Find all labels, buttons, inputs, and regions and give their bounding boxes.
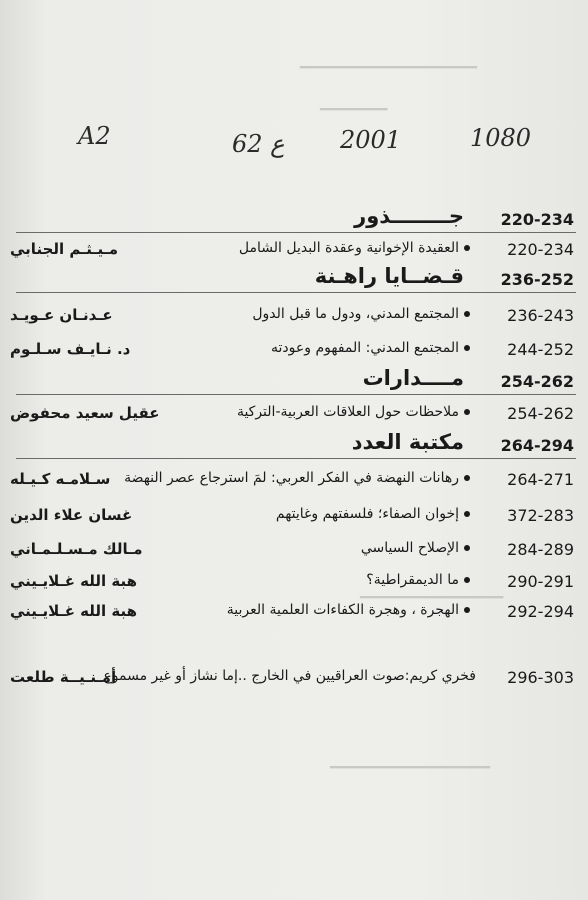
bullet-icon bbox=[464, 577, 470, 583]
entry-author: هبة الله غـلايـيني bbox=[10, 602, 138, 620]
entry-page-range: 236-243 bbox=[507, 306, 574, 325]
entry-author: غسان علاء الدين bbox=[10, 506, 133, 524]
entry-title: المجتمع المدني: المفهوم وعودته bbox=[271, 340, 470, 356]
bullet-icon bbox=[464, 245, 470, 251]
bleed-through-text: ━━━━━━━━━━━━━━━━━ bbox=[360, 590, 504, 606]
section-title: جــــــــذور bbox=[354, 204, 464, 228]
handwritten-note-b: 62 ع bbox=[232, 130, 285, 158]
toc-entry bbox=[10, 602, 574, 630]
entry-author: هبة الله غـلايـيني bbox=[10, 572, 138, 590]
section-title: مــــدارات bbox=[362, 366, 464, 390]
entry-author: مـيـثـم الجنابي bbox=[10, 240, 119, 258]
bullet-icon bbox=[464, 607, 470, 613]
entry-author: مـالك مـسـلـمـاني bbox=[10, 540, 143, 558]
entry-page-range: 244-252 bbox=[507, 340, 574, 359]
section-header bbox=[10, 204, 574, 238]
bullet-icon bbox=[464, 409, 470, 415]
toc-entry bbox=[10, 470, 574, 498]
bullet-icon bbox=[464, 311, 470, 317]
toc-entry bbox=[10, 240, 574, 268]
bullet-icon bbox=[464, 475, 470, 481]
divider bbox=[16, 292, 576, 293]
section-page-range: 220-234 bbox=[500, 210, 574, 229]
entry-page-range: 264-271 bbox=[507, 470, 574, 489]
entry-title: الإصلاح السياسي bbox=[361, 540, 470, 556]
entry-title: فخري كريم:صوت العراقيين في الخارج ..إما نشاز أو غير مسموع bbox=[103, 668, 476, 684]
section-page-range: 264-294 bbox=[500, 436, 574, 455]
entry-page-range: 254-262 bbox=[507, 404, 574, 423]
toc-entry bbox=[10, 306, 574, 334]
entry-author: عقيل سعيد محفوض bbox=[10, 404, 160, 422]
section-title: قـضــايا راهـنة bbox=[314, 264, 464, 288]
entry-title: إخوان الصفاء؛ فلسفتهم وغايتهم bbox=[276, 506, 470, 522]
bullet-icon bbox=[464, 345, 470, 351]
handwritten-note-d: 1080 bbox=[470, 124, 532, 152]
toc-entry bbox=[10, 540, 574, 568]
section-page-range: 236-252 bbox=[500, 270, 574, 289]
entry-title: ملاحظات حول العلاقات العربية-التركية bbox=[237, 404, 470, 420]
handwritten-note-c: 2001 bbox=[340, 126, 402, 154]
entry-author: سـلامـه كـيـله bbox=[10, 470, 111, 488]
entry-title: المجتمع المدني، ودول ما قبل الدول bbox=[252, 306, 470, 322]
entry-page-range: 296-303 bbox=[507, 668, 574, 687]
divider bbox=[16, 394, 576, 395]
toc-entry bbox=[10, 340, 574, 368]
entry-page-range: 292-294 bbox=[507, 602, 574, 621]
toc-entry-final bbox=[10, 668, 574, 696]
section-header bbox=[10, 366, 574, 400]
entry-title: العقيدة الإخوانية وعقدة البديل الشامل bbox=[239, 240, 470, 256]
toc-entry bbox=[10, 572, 574, 600]
entry-page-range: 284-289 bbox=[507, 540, 574, 559]
section-page-range: 254-262 bbox=[500, 372, 574, 391]
entry-author: عـدنـان عـويـد bbox=[10, 306, 113, 324]
divider bbox=[16, 458, 576, 459]
toc-entry bbox=[10, 404, 574, 432]
entry-page-range: 290-291 bbox=[507, 572, 574, 591]
section-header bbox=[10, 264, 574, 298]
entry-title: رهانات النهضة في الفكر العربي: لمَ استرجاع عصر النهضة bbox=[124, 470, 470, 486]
bullet-icon bbox=[464, 511, 470, 517]
section-header bbox=[10, 430, 574, 464]
toc-entry bbox=[10, 506, 574, 534]
divider bbox=[16, 232, 576, 233]
entry-page-range: 220-234 bbox=[507, 240, 574, 259]
entry-author: د. نـايـف سـلـوم bbox=[10, 340, 131, 358]
entry-title: ما الديمقراطية؟ bbox=[366, 572, 470, 588]
section-title: مكتبة العدد bbox=[351, 430, 464, 454]
bleed-through-text: ━━━━━━━━━━━━━━━━━━━ bbox=[330, 760, 491, 776]
bullet-icon bbox=[464, 545, 470, 551]
bleed-through-text: ━━━━━━━━━━━━━━━━━━━━━ bbox=[300, 60, 478, 76]
entry-author: أمـنـيــة طلعت bbox=[10, 668, 117, 686]
handwritten-note-a: A2 bbox=[78, 122, 111, 150]
bleed-through-text: ━━━━━━━━ bbox=[320, 102, 388, 118]
entry-page-range: 372-283 bbox=[507, 506, 574, 525]
entry-title: الهجرة ، وهجرة الكفاءات العلمية العربية bbox=[227, 602, 470, 618]
